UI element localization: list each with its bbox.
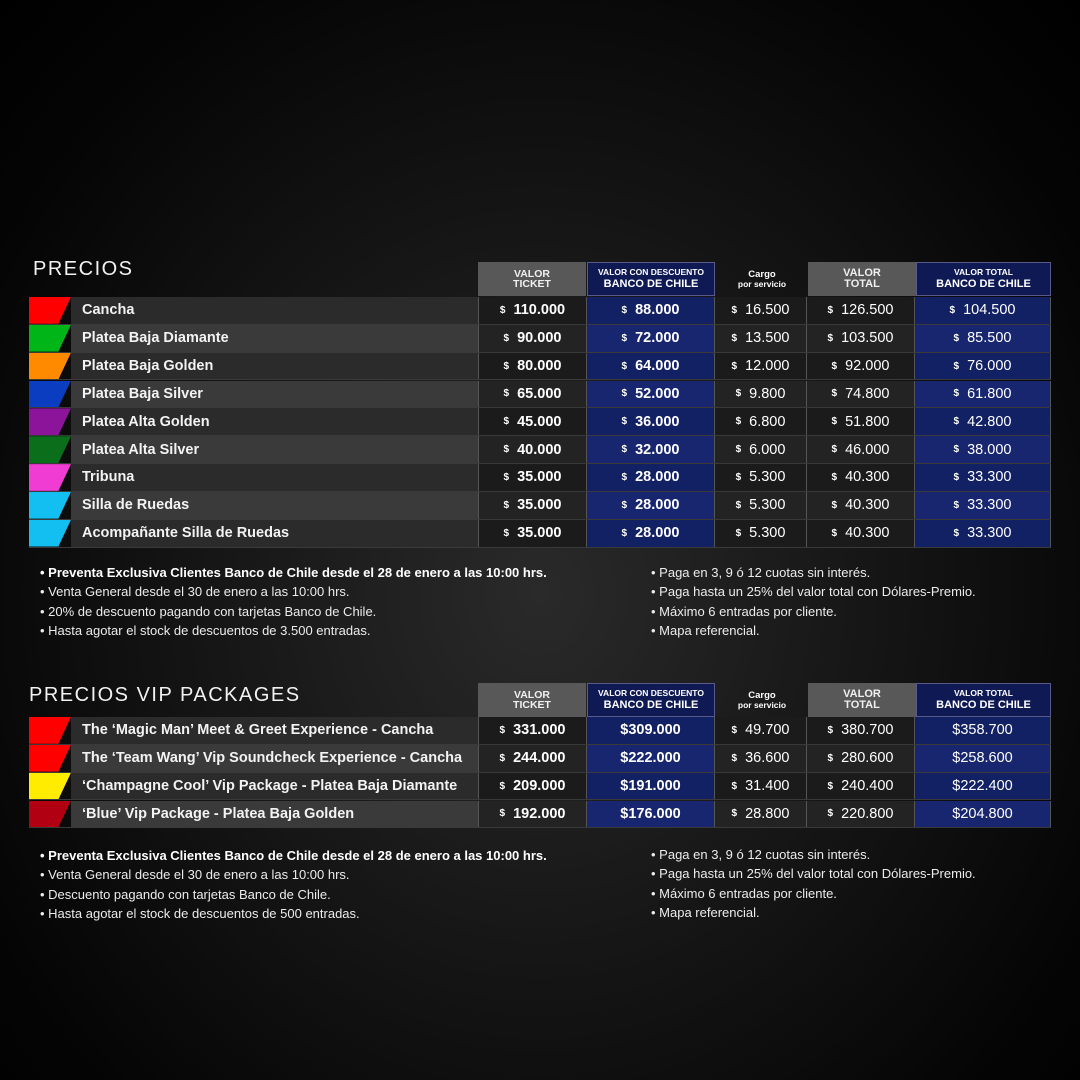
category-color-fill — [29, 773, 71, 800]
note-item: • Paga hasta un 25% del valor total con Dólares-Premio. — [651, 866, 976, 882]
header-valor-ticket: VALOR TICKET — [478, 262, 586, 296]
section-title-vip: PRECIOS VIP PACKAGES — [29, 684, 301, 706]
currency-sign: $ — [503, 444, 510, 456]
valor-total-descuento-value: 33.300 — [967, 525, 1012, 542]
valor-total-descuento-value: $258.600 — [952, 750, 1013, 767]
valor-ticket — [478, 353, 586, 380]
valor-descuento — [586, 773, 714, 800]
category-name: Acompañante Silla de Ruedas — [71, 520, 478, 547]
valor-ticket-value: 110.000 — [513, 302, 566, 319]
valor-ticket-value: 45.000 — [517, 413, 562, 430]
currency-sign: $ — [731, 724, 738, 736]
valor-descuento — [586, 520, 714, 547]
valor-total-descuento-value: 76.000 — [967, 358, 1012, 375]
valor-total-descuento-value: $204.800 — [952, 805, 1013, 822]
table-row — [29, 464, 1051, 492]
valor-total-descuento — [914, 745, 1051, 772]
cargo-servicio-value: 6.000 — [749, 441, 786, 458]
valor-descuento — [586, 408, 714, 435]
valor-total-descuento — [914, 436, 1051, 463]
category-color-fill — [29, 297, 71, 324]
valor-ticket — [478, 773, 586, 800]
note-item: • Descuento pagando con tarjetas Banco de Chile. — [40, 886, 331, 902]
valor-total-value: 40.300 — [845, 497, 890, 514]
category-color-fill — [29, 408, 71, 435]
valor-ticket-value: 40.000 — [517, 441, 562, 458]
valor-ticket-value: 80.000 — [517, 358, 562, 375]
category-name: Platea Baja Diamante — [71, 325, 478, 352]
note-item: • Venta General desde el 30 de enero a las 10:00 hrs. — [40, 867, 350, 883]
valor-ticket-value: 35.000 — [517, 525, 562, 542]
currency-sign: $ — [503, 499, 510, 511]
valor-ticket-value: 65.000 — [517, 385, 562, 402]
precios-table — [29, 297, 1051, 548]
table-row — [29, 492, 1051, 520]
cargo-servicio-value: 13.500 — [745, 330, 790, 347]
valor-total-value: 380.700 — [841, 722, 894, 739]
category-color-fill — [29, 492, 71, 519]
valor-total-descuento — [914, 353, 1051, 380]
cargo-servicio-value: 6.800 — [749, 413, 786, 430]
category-color-swatch — [29, 353, 71, 380]
valor-ticket — [478, 381, 586, 408]
valor-ticket-value: 192.000 — [513, 805, 566, 822]
currency-sign: $ — [621, 304, 628, 316]
note-item: • Venta General desde el 30 de enero a las 10:00 hrs. — [40, 584, 350, 600]
valor-ticket — [478, 297, 586, 324]
currency-sign: $ — [735, 388, 742, 400]
note-item: • Mapa referencial. — [651, 622, 760, 638]
valor-descuento-value: $309.000 — [620, 722, 681, 739]
cargo-servicio-value: 28.800 — [745, 805, 790, 822]
category-color-swatch — [29, 801, 71, 828]
valor-total-descuento — [914, 325, 1051, 352]
currency-sign: $ — [735, 527, 742, 539]
currency-sign: $ — [953, 332, 960, 344]
currency-sign: $ — [735, 499, 742, 511]
currency-sign: $ — [503, 388, 510, 400]
valor-total-descuento — [914, 408, 1051, 435]
vip-table — [29, 717, 1051, 828]
valor-total-descuento-value: 42.800 — [967, 413, 1012, 430]
cargo-servicio — [714, 717, 806, 744]
cargo-servicio — [714, 492, 806, 519]
valor-ticket — [478, 801, 586, 828]
valor-descuento — [586, 745, 714, 772]
cargo-servicio-value: 31.400 — [745, 778, 790, 795]
valor-descuento-value: 88.000 — [635, 302, 680, 319]
table-row — [29, 408, 1051, 436]
currency-sign: $ — [735, 416, 742, 428]
currency-sign: $ — [621, 360, 628, 372]
valor-total — [806, 325, 914, 352]
category-name: Platea Baja Silver — [71, 381, 478, 408]
valor-descuento-value: 64.000 — [635, 358, 680, 375]
vip-header-cargo: Cargo por servicio — [737, 690, 787, 710]
currency-sign: $ — [953, 499, 960, 511]
currency-sign: $ — [731, 752, 738, 764]
valor-total-descuento-value: 33.300 — [967, 497, 1012, 514]
currency-sign: $ — [953, 471, 960, 483]
currency-sign: $ — [831, 444, 838, 456]
category-color-fill — [29, 801, 71, 828]
valor-total-descuento-value: $358.700 — [952, 722, 1013, 739]
valor-ticket — [478, 520, 586, 547]
vip-header-valor-descuento: VALOR CON DESCUENTO BANCO DE CHILE — [587, 683, 715, 717]
valor-total-descuento-value: 33.300 — [967, 469, 1012, 486]
category-color-swatch — [29, 325, 71, 352]
valor-total — [806, 520, 914, 547]
category-name: Platea Baja Golden — [71, 353, 478, 380]
valor-descuento — [586, 801, 714, 828]
valor-total — [806, 464, 914, 491]
valor-total-value: 40.300 — [845, 469, 890, 486]
vip-header-valor-total: VALOR TOTAL — [808, 683, 916, 717]
cargo-servicio — [714, 801, 806, 828]
currency-sign: $ — [731, 808, 738, 820]
category-color-fill — [29, 520, 71, 547]
valor-descuento-value: 28.000 — [635, 497, 680, 514]
valor-ticket-value: 90.000 — [517, 330, 562, 347]
valor-descuento-value: $176.000 — [620, 805, 681, 822]
currency-sign: $ — [731, 304, 738, 316]
valor-ticket-value: 244.000 — [513, 750, 566, 767]
category-name: Tribuna — [71, 464, 478, 491]
category-color-swatch — [29, 492, 71, 519]
currency-sign: $ — [953, 527, 960, 539]
currency-sign: $ — [827, 304, 834, 316]
valor-total-value: 40.300 — [845, 525, 890, 542]
category-color-swatch — [29, 464, 71, 491]
valor-ticket — [478, 492, 586, 519]
cargo-servicio — [714, 353, 806, 380]
vip-notes-right — [651, 845, 976, 922]
section-title-precios: PRECIOS — [33, 258, 134, 280]
currency-sign: $ — [831, 360, 838, 372]
cargo-servicio-value: 36.600 — [745, 750, 790, 767]
cargo-servicio — [714, 381, 806, 408]
valor-total-descuento — [914, 520, 1051, 547]
valor-total-value: 46.000 — [845, 441, 890, 458]
category-color-swatch — [29, 297, 71, 324]
valor-total — [806, 353, 914, 380]
valor-descuento — [586, 297, 714, 324]
table-row — [29, 325, 1051, 353]
table-row — [29, 297, 1051, 325]
valor-total-value: 240.400 — [841, 778, 894, 795]
table-row — [29, 381, 1051, 409]
category-color-swatch — [29, 717, 71, 744]
cargo-servicio-value: 12.000 — [745, 358, 790, 375]
valor-total-descuento — [914, 717, 1051, 744]
header-total-descuento: VALOR TOTAL BANCO DE CHILE — [916, 262, 1051, 296]
valor-ticket — [478, 436, 586, 463]
valor-total-descuento — [914, 464, 1051, 491]
category-color-swatch — [29, 745, 71, 772]
category-color-fill — [29, 353, 71, 380]
note-item: • Hasta agotar el stock de descuentos de 500 entradas. — [40, 905, 360, 921]
valor-total-value: 103.500 — [841, 330, 894, 347]
note-item: • Mapa referencial. — [651, 904, 760, 920]
currency-sign: $ — [499, 304, 506, 316]
valor-descuento — [586, 381, 714, 408]
valor-total — [806, 492, 914, 519]
note-item: • 20% de descuento pagando con tarjetas Banco de Chile. — [40, 603, 377, 619]
category-name: Silla de Ruedas — [71, 492, 478, 519]
currency-sign: $ — [621, 499, 628, 511]
category-color-fill — [29, 381, 71, 408]
valor-total-value: 51.800 — [845, 413, 890, 430]
currency-sign: $ — [731, 360, 738, 372]
valor-total — [806, 801, 914, 828]
category-color-swatch — [29, 408, 71, 435]
note-item: • Preventa Exclusiva Clientes Banco de Chile desde el 28 de enero a las 10:00 hrs. — [40, 565, 547, 580]
vip-table-row — [29, 745, 1051, 773]
category-color-swatch — [29, 773, 71, 800]
currency-sign: $ — [827, 332, 834, 344]
note-item: • Paga en 3, 9 ó 12 cuotas sin interés. — [651, 847, 871, 862]
valor-ticket — [478, 325, 586, 352]
currency-sign: $ — [735, 471, 742, 483]
currency-sign: $ — [621, 332, 628, 344]
vip-table-row — [29, 773, 1051, 801]
category-color-swatch — [29, 436, 71, 463]
valor-descuento — [586, 717, 714, 744]
valor-total-descuento-value: $222.400 — [952, 778, 1013, 795]
currency-sign: $ — [949, 304, 956, 316]
currency-sign: $ — [503, 360, 510, 372]
valor-descuento — [586, 353, 714, 380]
category-name: The ‘Magic Man’ Meet & Greet Experience - Cancha — [71, 717, 478, 744]
category-color-fill — [29, 464, 71, 491]
currency-sign: $ — [831, 527, 838, 539]
valor-ticket-value: 331.000 — [513, 722, 566, 739]
currency-sign: $ — [503, 332, 510, 344]
currency-sign: $ — [621, 416, 628, 428]
currency-sign: $ — [621, 471, 628, 483]
cargo-servicio — [714, 464, 806, 491]
currency-sign: $ — [831, 416, 838, 428]
cargo-servicio-value: 16.500 — [745, 302, 790, 319]
valor-ticket — [478, 408, 586, 435]
valor-descuento — [586, 436, 714, 463]
valor-descuento-value: $191.000 — [620, 778, 681, 795]
vip-header-valor-ticket: VALOR TICKET — [478, 683, 586, 717]
currency-sign: $ — [499, 780, 506, 792]
valor-total-descuento-value: 85.500 — [967, 330, 1012, 347]
category-color-swatch — [29, 520, 71, 547]
valor-total — [806, 381, 914, 408]
vip-table-row — [29, 717, 1051, 745]
valor-descuento-value: 28.000 — [635, 469, 680, 486]
currency-sign: $ — [731, 332, 738, 344]
currency-sign: $ — [503, 471, 510, 483]
cargo-servicio — [714, 773, 806, 800]
valor-total — [806, 773, 914, 800]
cargo-servicio — [714, 745, 806, 772]
currency-sign: $ — [499, 752, 506, 764]
valor-descuento-value: 28.000 — [635, 525, 680, 542]
currency-sign: $ — [503, 527, 510, 539]
valor-total-value: 92.000 — [845, 358, 890, 375]
header-cargo: Cargo por servicio — [737, 269, 787, 289]
cargo-servicio — [714, 436, 806, 463]
cargo-servicio — [714, 325, 806, 352]
note-item: • Máximo 6 entradas por cliente. — [651, 885, 837, 901]
header-valor-descuento: VALOR CON DESCUENTO BANCO DE CHILE — [587, 262, 715, 296]
vip-header-total-descuento: VALOR TOTAL BANCO DE CHILE — [916, 683, 1051, 717]
cargo-servicio-value: 49.700 — [745, 722, 790, 739]
valor-ticket — [478, 717, 586, 744]
currency-sign: $ — [827, 724, 834, 736]
currency-sign: $ — [953, 360, 960, 372]
valor-descuento — [586, 325, 714, 352]
currency-sign: $ — [499, 724, 506, 736]
category-name: ‘Champagne Cool’ Vip Package - Platea Baja Diamante — [71, 773, 478, 800]
currency-sign: $ — [621, 527, 628, 539]
cargo-servicio — [714, 408, 806, 435]
cargo-servicio-value: 5.300 — [749, 497, 786, 514]
currency-sign: $ — [499, 808, 506, 820]
category-color-fill — [29, 436, 71, 463]
valor-total-descuento — [914, 492, 1051, 519]
valor-descuento — [586, 464, 714, 491]
cargo-servicio-value: 5.300 — [749, 525, 786, 542]
valor-total-value: 126.500 — [841, 302, 894, 319]
valor-total — [806, 436, 914, 463]
valor-total-descuento — [914, 381, 1051, 408]
valor-total-descuento-value: 104.500 — [963, 302, 1016, 319]
valor-total — [806, 297, 914, 324]
currency-sign: $ — [735, 444, 742, 456]
valor-total-value: 220.800 — [841, 805, 894, 822]
cargo-servicio-value: 5.300 — [749, 469, 786, 486]
category-color-swatch — [29, 381, 71, 408]
note-item: • Preventa Exclusiva Clientes Banco de Chile desde el 28 de enero a las 10:00 hrs. — [40, 848, 547, 863]
header-valor-total: VALOR TOTAL — [808, 262, 916, 296]
valor-descuento-value: $222.000 — [620, 750, 681, 767]
currency-sign: $ — [953, 444, 960, 456]
valor-ticket-value: 35.000 — [517, 469, 562, 486]
currency-sign: $ — [827, 808, 834, 820]
valor-ticket — [478, 464, 586, 491]
valor-descuento — [586, 492, 714, 519]
currency-sign: $ — [621, 444, 628, 456]
valor-total-descuento — [914, 801, 1051, 828]
valor-descuento-value: 36.000 — [635, 413, 680, 430]
valor-total-value: 280.600 — [841, 750, 894, 767]
valor-total-descuento-value: 38.000 — [967, 441, 1012, 458]
currency-sign: $ — [503, 416, 510, 428]
category-name: ‘Blue’ Vip Package - Platea Baja Golden — [71, 801, 478, 828]
valor-descuento-value: 52.000 — [635, 385, 680, 402]
currency-sign: $ — [827, 752, 834, 764]
category-color-fill — [29, 717, 71, 744]
note-item: • Máximo 6 entradas por cliente. — [651, 603, 837, 619]
cargo-servicio — [714, 297, 806, 324]
valor-descuento-value: 32.000 — [635, 441, 680, 458]
category-name: Cancha — [71, 297, 478, 324]
category-color-fill — [29, 745, 71, 772]
valor-total — [806, 717, 914, 744]
valor-total-value: 74.800 — [845, 385, 890, 402]
vip-table-row — [29, 801, 1051, 829]
precios-notes-right — [651, 563, 976, 640]
vip-notes-left — [40, 846, 547, 923]
cargo-servicio — [714, 520, 806, 547]
currency-sign: $ — [831, 499, 838, 511]
note-item: • Hasta agotar el stock de descuentos de 3.500 entradas. — [40, 622, 371, 638]
category-color-fill — [29, 325, 71, 352]
currency-sign: $ — [953, 388, 960, 400]
currency-sign: $ — [827, 780, 834, 792]
table-row — [29, 520, 1051, 548]
valor-ticket-value: 209.000 — [513, 778, 566, 795]
precios-notes-left — [40, 563, 547, 640]
valor-total-descuento — [914, 773, 1051, 800]
valor-total — [806, 408, 914, 435]
note-item: • Paga en 3, 9 ó 12 cuotas sin interés. — [651, 565, 871, 580]
valor-total — [806, 745, 914, 772]
valor-descuento-value: 72.000 — [635, 330, 680, 347]
valor-total-descuento — [914, 297, 1051, 324]
table-row — [29, 353, 1051, 381]
table-row — [29, 436, 1051, 464]
note-item: • Paga hasta un 25% del valor total con Dólares-Premio. — [651, 584, 976, 600]
currency-sign: $ — [621, 388, 628, 400]
currency-sign: $ — [953, 416, 960, 428]
valor-ticket — [478, 745, 586, 772]
cargo-servicio-value: 9.800 — [749, 385, 786, 402]
category-name: Platea Alta Silver — [71, 436, 478, 463]
valor-total-descuento-value: 61.800 — [967, 385, 1012, 402]
currency-sign: $ — [731, 780, 738, 792]
currency-sign: $ — [831, 388, 838, 400]
category-name: The ‘Team Wang’ Vip Soundcheck Experience - Cancha — [71, 745, 478, 772]
valor-ticket-value: 35.000 — [517, 497, 562, 514]
category-name: Platea Alta Golden — [71, 408, 478, 435]
currency-sign: $ — [831, 471, 838, 483]
